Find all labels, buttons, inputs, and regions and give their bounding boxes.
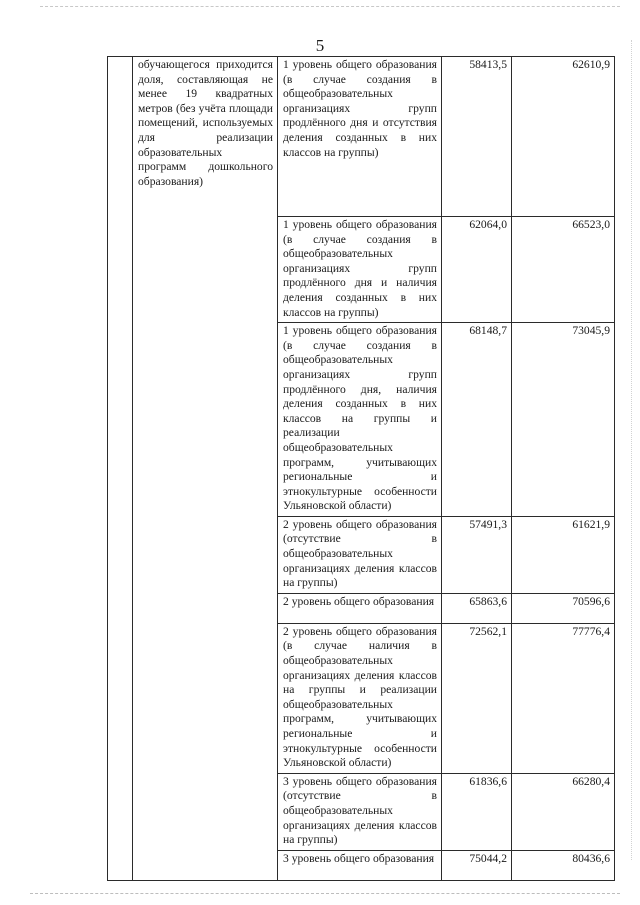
scan-edge-right [631,40,632,860]
value-cell-1: 58413,5 [442,57,512,217]
value-cell-2: 62610,9 [512,57,615,217]
value-cell-2: 61621,9 [512,516,615,593]
education-level-cell: 1 уровень общего образования (в случае создания в общеобразовательных организациях групп продлённого дня и наличия деления созданных в них классов на группы) [278,217,442,323]
value-cell-2: 70596,6 [512,593,615,623]
value-cell-1: 68148,7 [442,323,512,517]
education-level-cell: 2 уровень общего образования (в случае наличия в общеобразовательных организациях деления классов на группы и реализации общеобразовательных программ, учитывающих региональные и этнокультурные особенности Ульяновской области) [278,623,442,773]
value-cell-1: 61836,6 [442,773,512,850]
table-row [108,57,615,217]
education-level-cell: 1 уровень общего образования (в случае создания в общеобразовательных организациях групп продлённого дня, наличия деления созданных в них классов на группы и реализации общеобразовательных программ, учитывающих региональные и этнокультурные особенности Ульяновской области) [278,323,442,517]
value-cell-2: 66523,0 [512,217,615,323]
value-cell-1: 72562,1 [442,623,512,773]
value-cell-1: 75044,2 [442,850,512,880]
value-cell-1: 62064,0 [442,217,512,323]
index-cell [108,57,133,881]
education-level-cell: 3 уровень общего образования [278,850,442,880]
tariff-table [107,56,615,881]
description-cell: обучающегося приходится доля, составляющая не менее 19 квадратных метров (без учёта площади помещений, используемых для реализации образовательных программ дошкольного образования) [133,57,278,881]
value-cell-2: 73045,9 [512,323,615,517]
education-level-cell: 2 уровень общего образования [278,593,442,623]
education-level-cell: 1 уровень общего образования (в случае создания в общеобразовательных организациях групп продлённого дня и отсутствия деления созданных в них классов на группы) [278,57,442,217]
value-cell-2: 66280,4 [512,773,615,850]
scan-edge-bottom [30,893,620,894]
education-level-cell: 2 уровень общего образования (отсутствие в общеобразовательных организациях деления классов на группы) [278,516,442,593]
page-number: 5 [315,36,325,55]
value-cell-1: 65863,6 [442,593,512,623]
scan-edge-top [40,6,620,7]
value-cell-1: 57491,3 [442,516,512,593]
value-cell-2: 77776,4 [512,623,615,773]
education-level-cell: 3 уровень общего образования (отсутствие в общеобразовательных организациях деления классов на группы) [278,773,442,850]
value-cell-2: 80436,6 [512,850,615,880]
